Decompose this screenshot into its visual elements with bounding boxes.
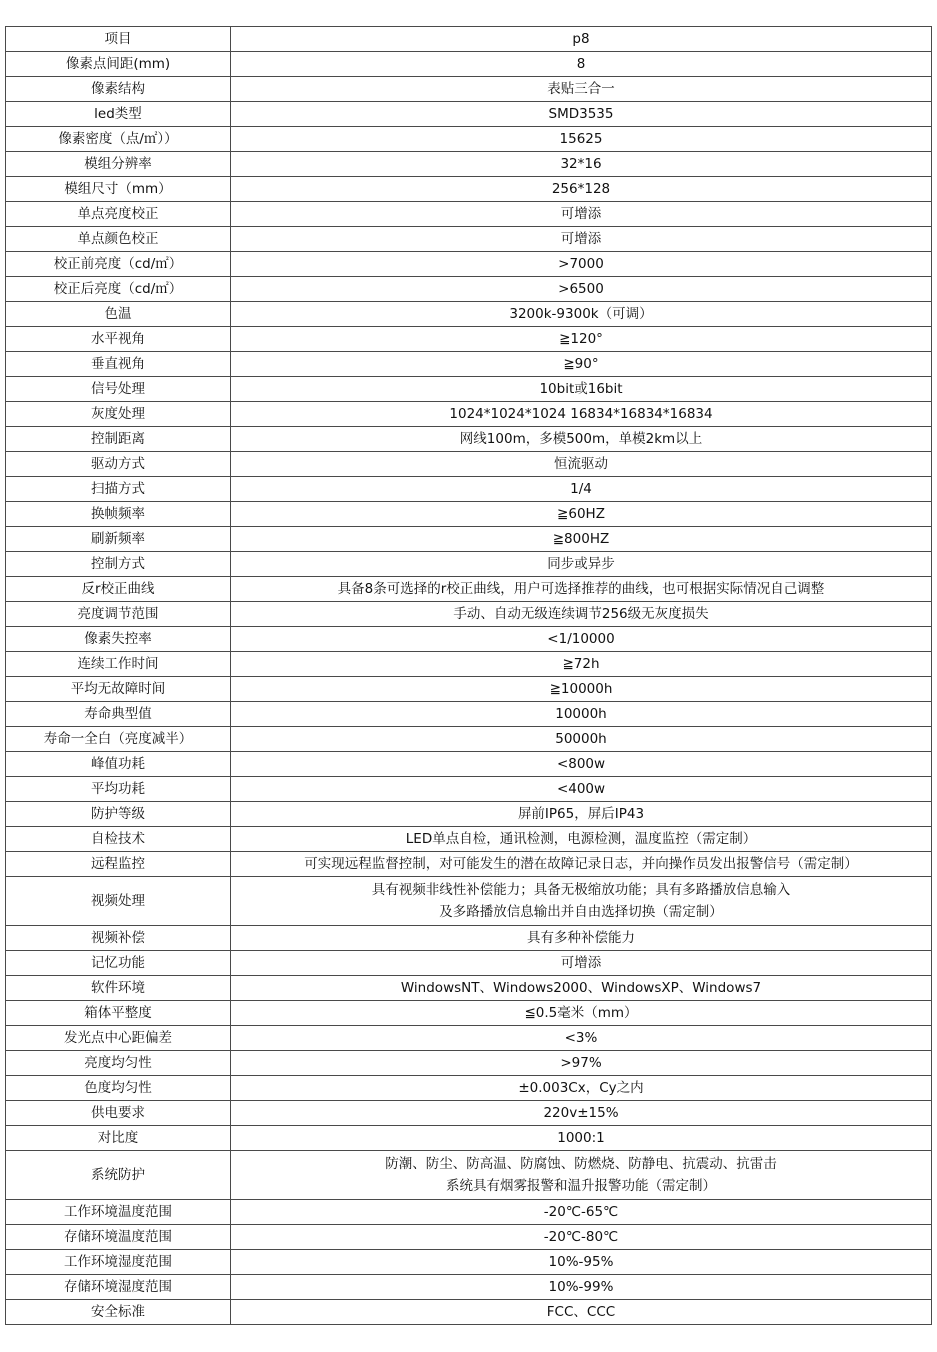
table-row xyxy=(6,877,932,926)
spec-value: -20℃-80℃ xyxy=(231,1225,932,1250)
spec-label: 像素失控率 xyxy=(6,627,231,652)
spec-value: 1/4 xyxy=(231,477,932,502)
spec-value: 15625 xyxy=(231,127,932,152)
spec-label: 平均无故障时间 xyxy=(6,677,231,702)
table-row xyxy=(6,602,932,627)
spec-table xyxy=(5,26,932,1325)
table-row xyxy=(6,327,932,352)
spec-value: 手动、自动无级连续调节256级无灰度损失 xyxy=(231,602,932,627)
spec-value: 220v±15% xyxy=(231,1101,932,1126)
spec-value: 10bit或16bit xyxy=(231,377,932,402)
spec-label: 平均功耗 xyxy=(6,777,231,802)
table-row xyxy=(6,802,932,827)
spec-value: LED单点自检，通讯检测，电源检测，温度监控（需定制） xyxy=(231,827,932,852)
spec-value: >6500 xyxy=(231,277,932,302)
spec-value: 具备8条可选择的r校正曲线，用户可选择推荐的曲线，也可根据实际情况自己调整 xyxy=(231,577,932,602)
table-row xyxy=(6,402,932,427)
spec-value: 可增添 xyxy=(231,202,932,227)
spec-label: 峰值功耗 xyxy=(6,752,231,777)
table-row xyxy=(6,727,932,752)
table-row xyxy=(6,202,932,227)
spec-value-line: 防潮、防尘、防高温、防腐蚀、防燃烧、防静电、抗震动、抗雷击 xyxy=(385,1156,777,1172)
spec-value: 32*16 xyxy=(231,152,932,177)
spec-value: 3200k-9300k（可调） xyxy=(231,302,932,327)
spec-value: ±0.003Cx，Cy之内 xyxy=(231,1076,932,1101)
table-row xyxy=(6,127,932,152)
spec-value: ≧72h xyxy=(231,652,932,677)
table-row xyxy=(6,352,932,377)
spec-value-line: 系统具有烟雾报警和温升报警功能（需定制） xyxy=(446,1178,716,1194)
table-row xyxy=(6,1001,932,1026)
spec-label: 校正后亮度（cd/㎡） xyxy=(6,277,231,302)
spec-label: 控制距离 xyxy=(6,427,231,452)
spec-label: 供电要求 xyxy=(6,1101,231,1126)
table-row xyxy=(6,277,932,302)
table-row xyxy=(6,1250,932,1275)
table-row xyxy=(6,1275,932,1300)
table-row xyxy=(6,976,932,1001)
spec-value: ≧10000h xyxy=(231,677,932,702)
spec-value: 50000h xyxy=(231,727,932,752)
spec-value: >97% xyxy=(231,1051,932,1076)
spec-value-line: 具有视频非线性补偿能力；具备无极缩放功能；具有多路播放信息输入 xyxy=(371,882,791,898)
table-row xyxy=(6,377,932,402)
table-row xyxy=(6,152,932,177)
table-row xyxy=(6,502,932,527)
spec-value: 可增添 xyxy=(231,951,932,976)
spec-value: <3% xyxy=(231,1026,932,1051)
spec-label: 对比度 xyxy=(6,1126,231,1151)
spec-label: 单点颜色校正 xyxy=(6,227,231,252)
spec-value: ≧800HZ xyxy=(231,527,932,552)
spec-value: -20℃-65℃ xyxy=(231,1200,932,1225)
table-row xyxy=(6,302,932,327)
spec-label: 防护等级 xyxy=(6,802,231,827)
table-row xyxy=(6,852,932,877)
spec-label: 驱动方式 xyxy=(6,452,231,477)
spec-value: >7000 xyxy=(231,252,932,277)
spec-value: 具有多种补偿能力 xyxy=(231,926,932,951)
table-row xyxy=(6,452,932,477)
table-row xyxy=(6,252,932,277)
table-row xyxy=(6,827,932,852)
table-row xyxy=(6,926,932,951)
spec-value: 表贴三合一 xyxy=(231,77,932,102)
spec-value: 10000h xyxy=(231,702,932,727)
table-row xyxy=(6,1101,932,1126)
table-row xyxy=(6,1076,932,1101)
spec-label: 视频补偿 xyxy=(6,926,231,951)
spec-value: 屏前IP65，屏后IP43 xyxy=(231,802,932,827)
spec-value: 可实现远程监督控制，对可能发生的潜在故障记录日志，并向操作员发出报警信号（需定制） xyxy=(231,852,932,877)
spec-label: 刷新频率 xyxy=(6,527,231,552)
table-row xyxy=(6,527,932,552)
spec-label: 系统防护 xyxy=(6,1151,231,1200)
spec-label: 存储环境温度范围 xyxy=(6,1225,231,1250)
spec-value: 可增添 xyxy=(231,227,932,252)
table-row xyxy=(6,777,932,802)
spec-value: 同步或异步 xyxy=(231,552,932,577)
spec-value: FCC、CCC xyxy=(231,1300,932,1325)
spec-value-multiline xyxy=(231,1151,932,1200)
spec-value: 8 xyxy=(231,52,932,77)
spec-label: 寿命一全白（亮度减半） xyxy=(6,727,231,752)
spec-label: 亮度均匀性 xyxy=(6,1051,231,1076)
spec-value: 恒流驱动 xyxy=(231,452,932,477)
table-row xyxy=(6,677,932,702)
spec-value: 网线100m，多模500m，单模2km以上 xyxy=(231,427,932,452)
spec-label: 项目 xyxy=(6,27,231,52)
spec-label: 反r校正曲线 xyxy=(6,577,231,602)
table-row xyxy=(6,1151,932,1200)
table-row xyxy=(6,227,932,252)
spec-value: ≧60HZ xyxy=(231,502,932,527)
spec-label: 像素密度（点/㎡）） xyxy=(6,127,231,152)
spec-label: 模组分辨率 xyxy=(6,152,231,177)
spec-label: 像素结构 xyxy=(6,77,231,102)
spec-label: 亮度调节范围 xyxy=(6,602,231,627)
table-row xyxy=(6,1026,932,1051)
spec-label: 色度均匀性 xyxy=(6,1076,231,1101)
spec-label: 工作环境湿度范围 xyxy=(6,1250,231,1275)
spec-label: 安全标准 xyxy=(6,1300,231,1325)
table-row xyxy=(6,627,932,652)
table-row xyxy=(6,1051,932,1076)
spec-label: 工作环境温度范围 xyxy=(6,1200,231,1225)
spec-value: WindowsNT、Windows2000、WindowsXP、Windows7 xyxy=(231,976,932,1001)
spec-label: 视频处理 xyxy=(6,877,231,926)
table-row xyxy=(6,951,932,976)
spec-table-body xyxy=(6,27,932,1325)
spec-value-multiline xyxy=(231,877,932,926)
spec-value: p8 xyxy=(231,27,932,52)
spec-label: 模组尺寸（mm） xyxy=(6,177,231,202)
spec-label: 自检技术 xyxy=(6,827,231,852)
spec-label: 垂直视角 xyxy=(6,352,231,377)
table-row xyxy=(6,27,932,52)
spec-label: 寿命典型值 xyxy=(6,702,231,727)
spec-value: <400w xyxy=(231,777,932,802)
spec-label: 连续工作时间 xyxy=(6,652,231,677)
table-row xyxy=(6,427,932,452)
spec-label: led类型 xyxy=(6,102,231,127)
spec-value: 1000:1 xyxy=(231,1126,932,1151)
spec-value: 1024*1024*1024 16834*16834*16834 xyxy=(231,402,932,427)
spec-label: 水平视角 xyxy=(6,327,231,352)
spec-value: <1/10000 xyxy=(231,627,932,652)
table-row xyxy=(6,1126,932,1151)
table-row xyxy=(6,702,932,727)
table-row xyxy=(6,1300,932,1325)
spec-label: 记忆功能 xyxy=(6,951,231,976)
spec-label: 软件环境 xyxy=(6,976,231,1001)
spec-value: ≧90° xyxy=(231,352,932,377)
spec-value: ≦0.5毫米（mm） xyxy=(231,1001,932,1026)
spec-label: 存储环境湿度范围 xyxy=(6,1275,231,1300)
table-row xyxy=(6,552,932,577)
spec-label: 箱体平整度 xyxy=(6,1001,231,1026)
spec-value: <800w xyxy=(231,752,932,777)
spec-label: 校正前亮度（cd/㎡） xyxy=(6,252,231,277)
table-row xyxy=(6,652,932,677)
spec-value: ≧120° xyxy=(231,327,932,352)
spec-label: 像素点间距(mm) xyxy=(6,52,231,77)
table-row xyxy=(6,177,932,202)
spec-value-line: 及多路播放信息输出并自由选择切换（需定制） xyxy=(439,904,723,920)
table-row xyxy=(6,752,932,777)
table-row xyxy=(6,1225,932,1250)
spec-label: 单点亮度校正 xyxy=(6,202,231,227)
spec-label: 换帧频率 xyxy=(6,502,231,527)
spec-label: 发光点中心距偏差 xyxy=(6,1026,231,1051)
spec-value: 256*128 xyxy=(231,177,932,202)
spec-label: 远程监控 xyxy=(6,852,231,877)
table-row xyxy=(6,102,932,127)
spec-label: 色温 xyxy=(6,302,231,327)
spec-label: 控制方式 xyxy=(6,552,231,577)
spec-label: 扫描方式 xyxy=(6,477,231,502)
spec-value: SMD3535 xyxy=(231,102,932,127)
spec-label: 信号处理 xyxy=(6,377,231,402)
spec-label: 灰度处理 xyxy=(6,402,231,427)
table-row xyxy=(6,1200,932,1225)
spec-value: 10%-95% xyxy=(231,1250,932,1275)
table-row xyxy=(6,52,932,77)
table-row xyxy=(6,77,932,102)
spec-value: 10%-99% xyxy=(231,1275,932,1300)
table-row xyxy=(6,477,932,502)
table-row xyxy=(6,577,932,602)
